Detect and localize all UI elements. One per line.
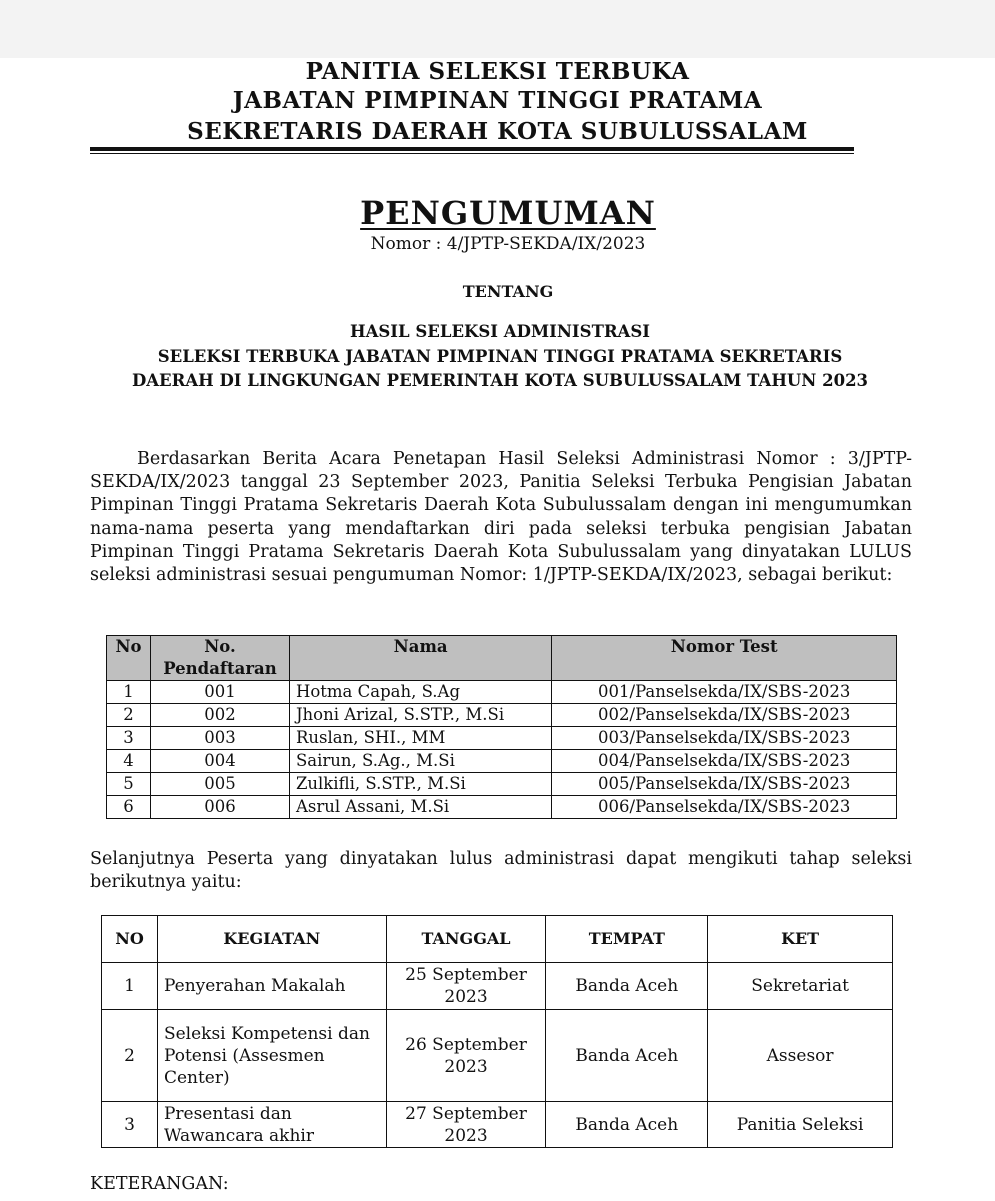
table-row: 3 Presentasi dan Wawancara akhir 27 September 2023 Banda Aceh Panitia Seleksi [102,1102,893,1148]
intro-paragraph: Berdasarkan Berita Acara Penetapan Hasil Seleksi Administrasi Nomor : 3/JPTP-SEKDA/IX/2023 tanggal 23 September 2023, Panitia Seleksi Terbuka Pengisian Jabatan Pimpinan Tinggi Pratama Sekretaris Daerah Kota Subulussalam dengan ini mengumumkan nama-nama peserta yang mendaftarkan diri pada seleksi terbuka pengisian Jabatan Pimpinan Tinggi Pratama Sekretaris Daerah Kota Subulussalam yang dinyatakan LULUS seleksi administrasi sesuai pengumuman Nomor: 1/JPTP-SEKDA/IX/2023, sebagai berikut: [90,449,912,586]
table-row: 6 006 Asrul Assani, M.Si 006/Panselsekda/IX/SBS-2023 [107,796,897,819]
table-row: 1 Penyerahan Makalah 25 September 2023 Banda Aceh Sekretariat [102,963,893,1010]
col-activity: KEGIATAN [157,916,386,963]
col-registration: No. Pendaftaran [150,636,289,681]
col-test-number: Nomor Test [552,636,897,681]
schedule-table [101,915,893,1148]
col-date: TANGGAL [386,916,546,963]
participants-table [106,635,897,819]
col-note: KET [708,916,893,963]
announcement-title: PENGUMUMAN [360,194,656,232]
table-row: 4 004 Sairun, S.Ag., M.Si 004/Panselsekda/IX/SBS-2023 [107,750,897,773]
table-row: 3 003 Ruslan, SHI., MM 003/Panselsekda/IX/SBS-2023 [107,727,897,750]
announcement-number: Nomor : 4/JPTP-SEKDA/IX/2023 [370,234,646,254]
col-no: No [107,636,151,681]
subject-line-2: SELEKSI TERBUKA JABATAN PIMPINAN TINGGI PRATAMA SEKRETARIS [157,347,843,366]
follow-paragraph: Selanjutnya Peserta yang dinyatakan lulus administrasi dapat mengikuti tahap seleksi berikutnya yaitu: [90,849,912,893]
col-no: NO [102,916,158,963]
table-row: 1 001 Hotma Capah, S.Ag 001/Panselsekda/IX/SBS-2023 [107,681,897,704]
col-name: Nama [289,636,551,681]
header-line-2: JABATAN PIMPINAN TINGGI PRATAMA [232,87,763,114]
header-rule-thin [90,153,854,154]
participants-header-row [107,636,897,681]
header-line-3: SEKRETARIS DAERAH KOTA SUBULUSSALAM [187,118,808,145]
col-place: TEMPAT [546,916,708,963]
header-rule-thick [90,147,854,151]
subject-line-3: DAERAH DI LINGKUNGAN PEMERINTAH KOTA SUBULUSSALAM TAHUN 2023 [131,371,869,390]
header-line-1: PANITIA SELEKSI TERBUKA [305,58,690,85]
schedule-header-row [102,916,893,963]
table-row: 5 005 Zulkifli, S.STP., M.Si 005/Panselsekda/IX/SBS-2023 [107,773,897,796]
about-label: TENTANG [462,282,554,301]
remarks-label: KETERANGAN: [90,1174,229,1194]
table-row: 2 002 Jhoni Arizal, S.STP., M.Si 002/Panselsekda/IX/SBS-2023 [107,704,897,727]
table-row: 2 Seleksi Kompetensi dan Potensi (Assesmen Center) 26 September 2023 Banda Aceh Assesor [102,1010,893,1102]
document-page [0,58,995,1201]
subject-line-1: HASIL SELEKSI ADMINISTRASI [350,322,650,341]
